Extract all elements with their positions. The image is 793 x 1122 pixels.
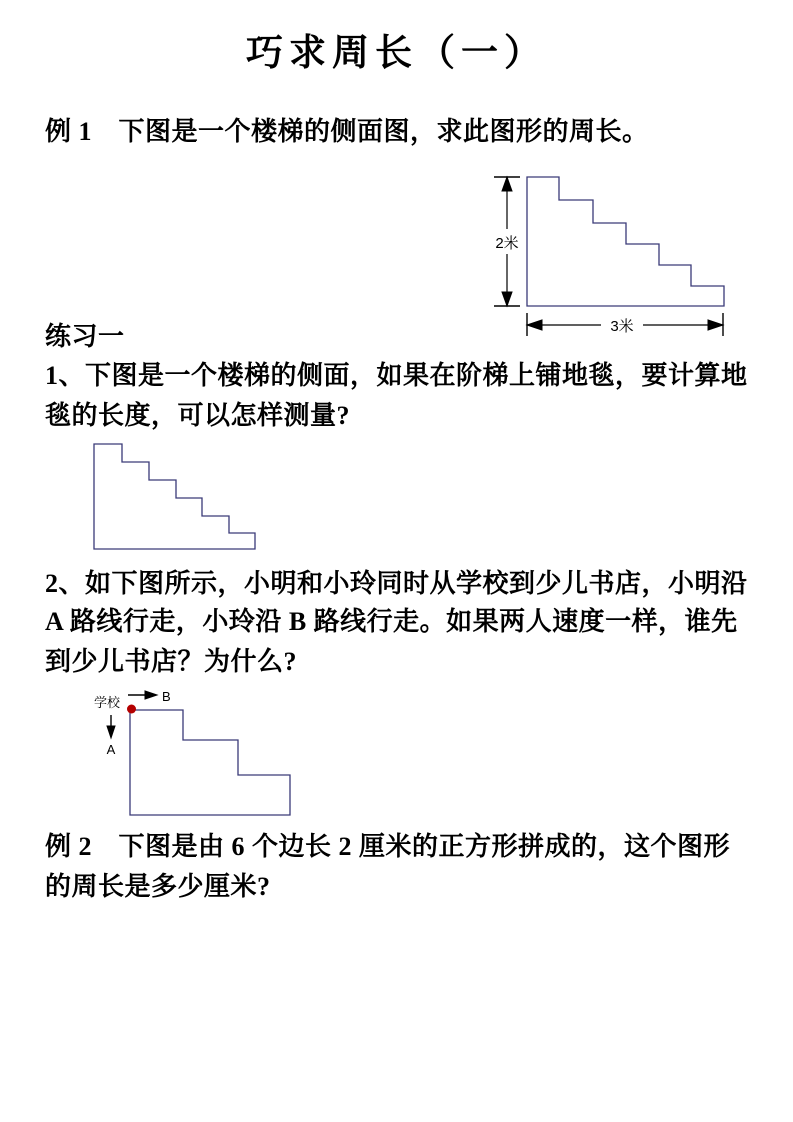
figure1-arrowhead-right-icon (708, 320, 723, 330)
page-title: 巧求周长（一） (246, 33, 547, 74)
figure3-staircase-outline (130, 710, 290, 815)
example1-text: 例 1 下图是一个楼梯的侧面图，求此图形的周长。 (45, 117, 649, 146)
figure1-width-label: 3米 (610, 318, 634, 335)
figure1-height-label: 2米 (495, 235, 519, 252)
question1-line-1: 1、下图是一个楼梯的侧面，如果在阶梯上铺地毯，要计算地 (45, 361, 748, 390)
example2-line-1: 例 2 下图是由 6 个边长 2 厘米的正方形拼成的，这个图形 (45, 832, 731, 861)
figure3-school-label: 学校 (94, 695, 121, 710)
figure2-staircase-diagram (88, 438, 263, 554)
figure1-arrowhead-left-icon (527, 320, 542, 330)
question1-line-2: 毯的长度，可以怎样测量? (45, 401, 351, 430)
question2-line-1: 2、如下图所示，小明和小玲同时从学校到少儿书店，小明沿 (45, 569, 748, 598)
route-a-arrow-icon (107, 715, 115, 738)
route-b-arrow-icon (128, 691, 157, 699)
figure1-staircase-diagram (485, 168, 735, 342)
example2-line-2: 的周长是多少厘米? (45, 872, 271, 901)
start-point-dot (127, 705, 136, 714)
question2-line-2: A 路线行走，小玲沿 B 路线行走。如果两人速度一样，谁先 (45, 607, 738, 636)
figure2-staircase-outline (94, 444, 255, 549)
route-a-label: A (106, 742, 116, 757)
figure1-staircase-outline (527, 177, 724, 306)
figure1-arrowhead-down-icon (502, 292, 512, 306)
route-b-label: B (162, 689, 171, 704)
question2-line-3: 到少儿书店？为什么? (45, 647, 298, 676)
practice-heading: 练习一 (45, 322, 125, 351)
figure3-routes-diagram (90, 688, 305, 820)
figure1-arrowhead-up-icon (502, 177, 512, 191)
